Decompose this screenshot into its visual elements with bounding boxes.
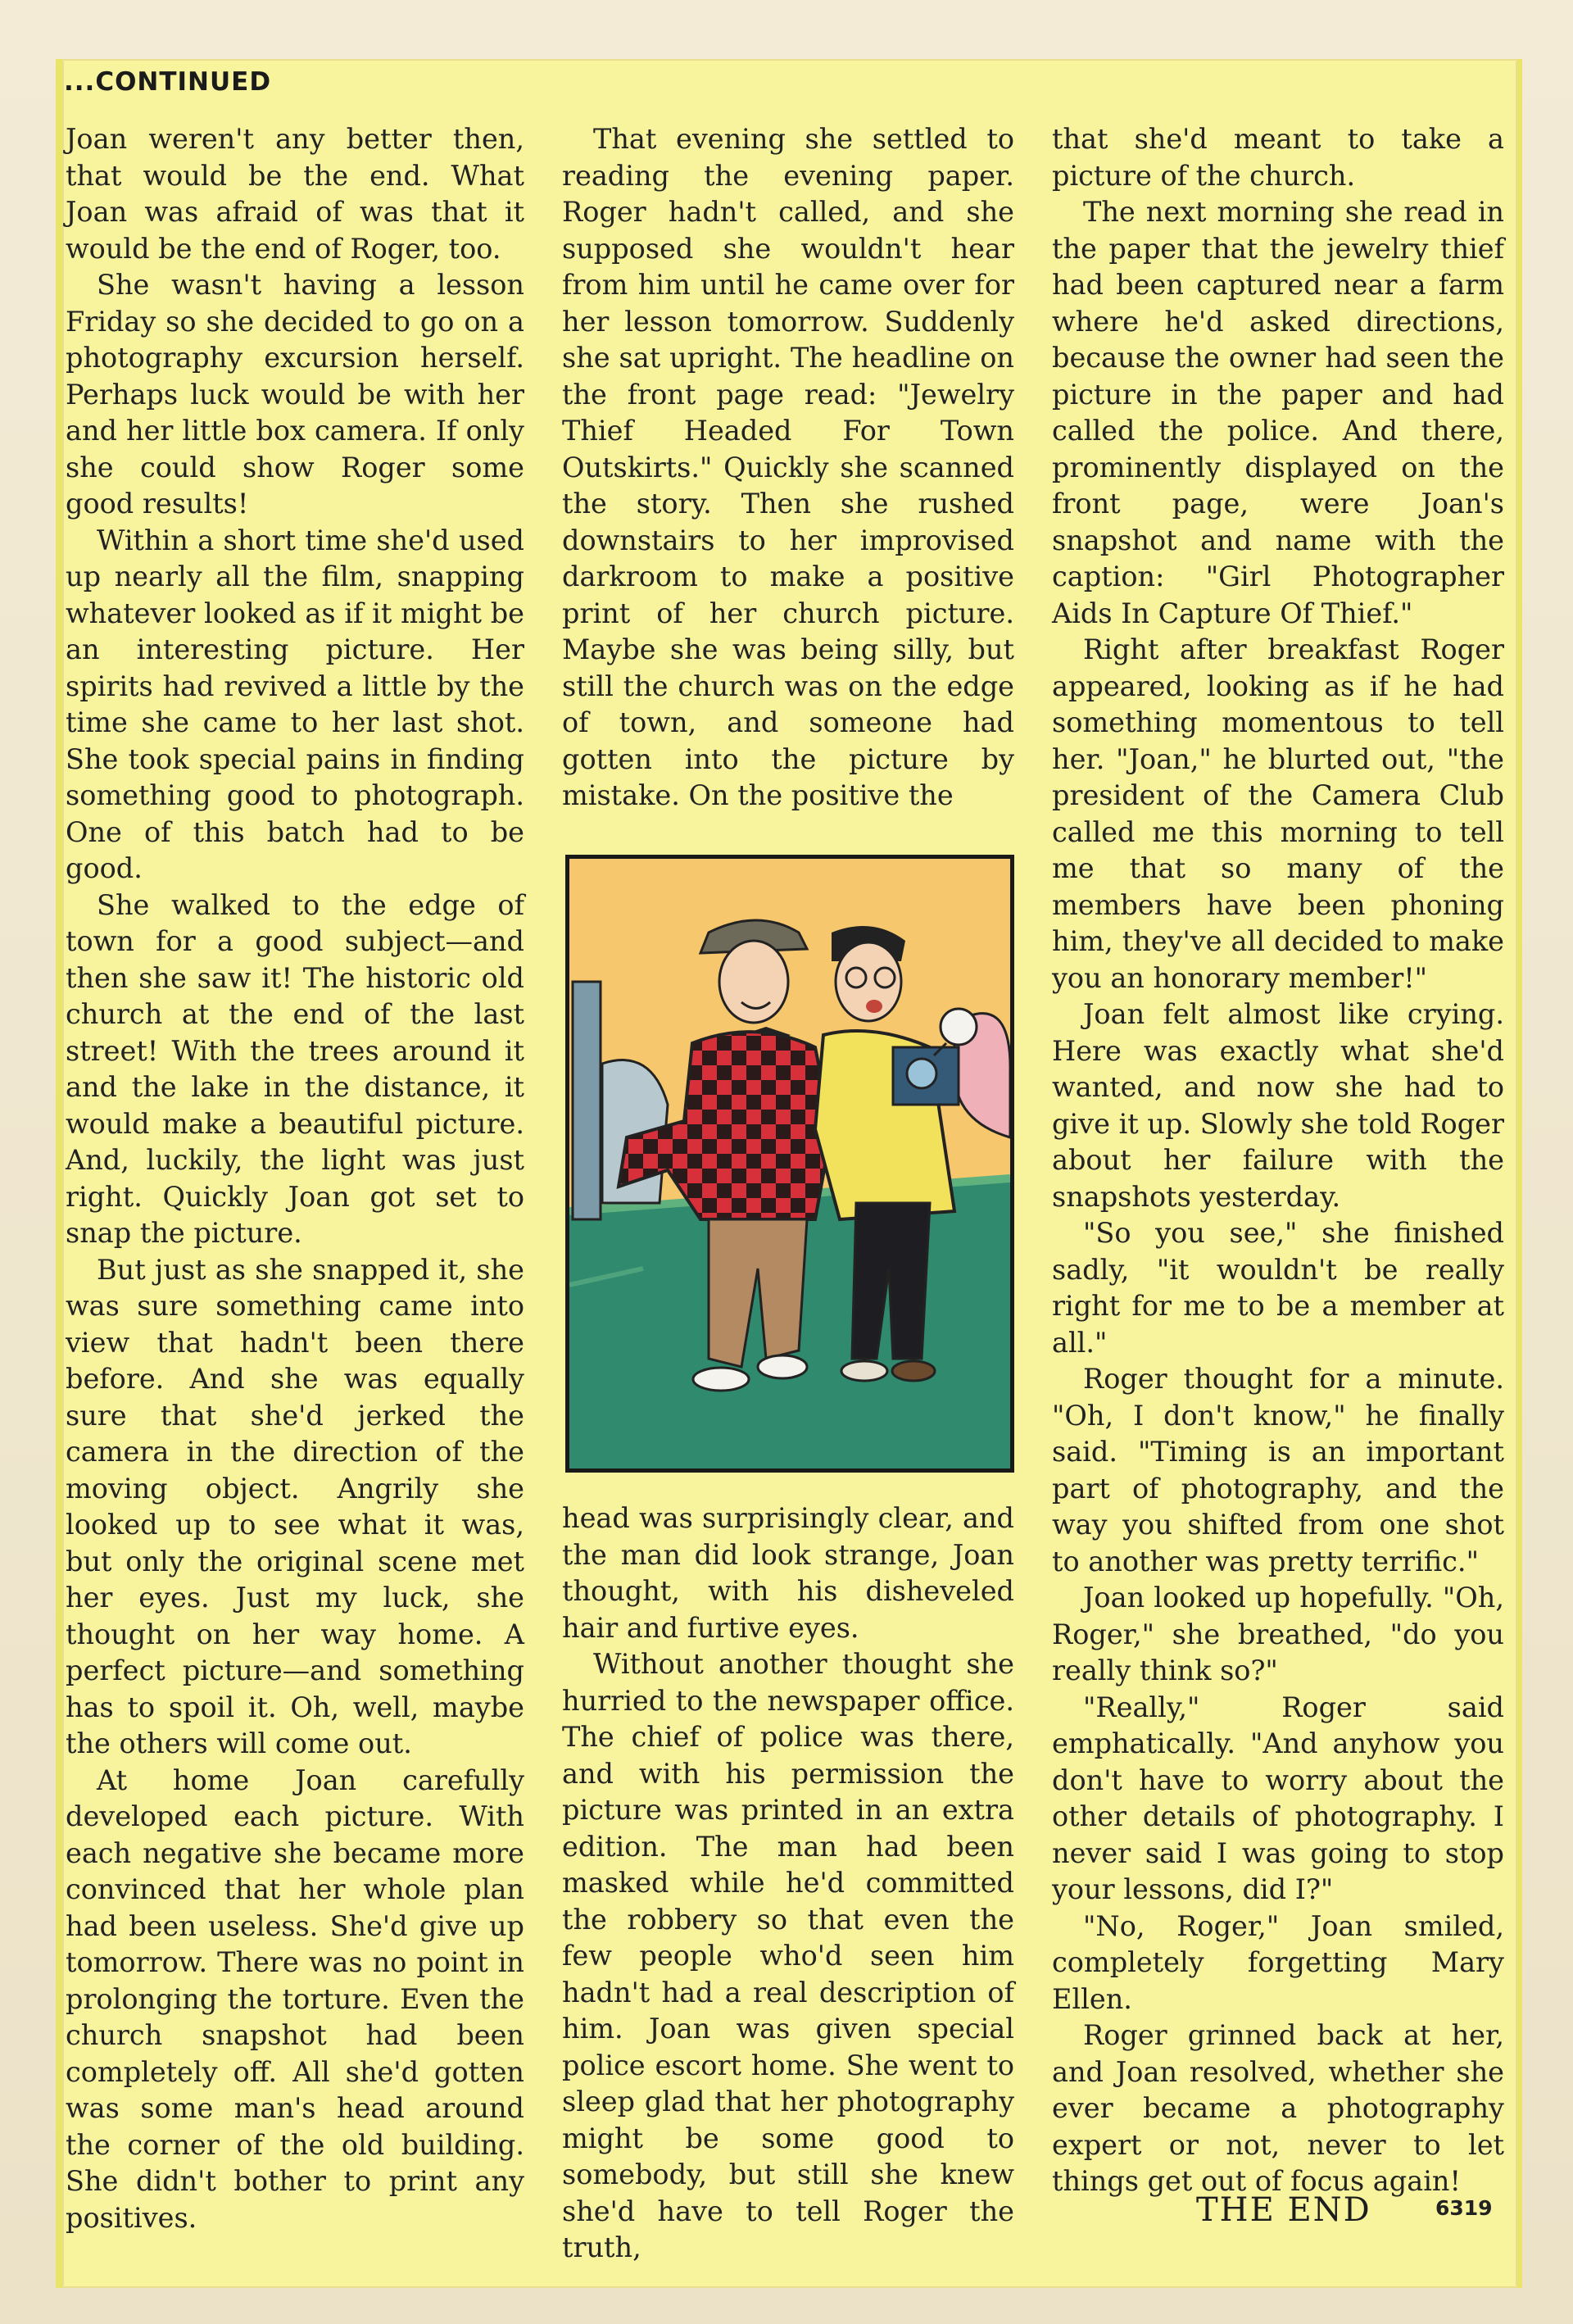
paragraph: Right after breakfast Roger appeared, looking as if he had something momentous to tell her. "Joan," he blurted out, "the president of the Camera Club called me this morning to tell me that so many of the members have been phoning him, they've all decided to make you an honorary member!" [1052,633,1504,994]
paragraph: At home Joan carefully developed each picture. With each negative she became more convinced that her whole plan had been useless. She'd give up tomorrow. There was no point in prolonging the torture. Even the church snapshot had been completely off. All she'd gotten was some man's head around the corner of the old building. She didn't bother to print any positives. [66,1763,524,2234]
paragraph: "Really," Roger said emphatically. "And anyhow you don't have to worry about the other details of photography. I never said I was going to stop your lessons, did I?" [1052,1691,1504,1905]
paragraph: Within a short time she'd used up nearly all the film, snapping whatever looked as if it might be an interesting picture. Her spirits had revived a little by the time she came to her last shot. She took special pains in finding something good to photograph. One of this batch had to be good. [66,524,524,884]
paragraph: Joan felt almost like crying. Here was exactly what she'd wanted, and now she had to give it up. Slowly she told Roger about her failure with the snapshots yesterday. [1052,998,1504,1213]
paragraph: That evening she settled to reading the evening paper. Roger hadn't called, and she supposed she wouldn't hear from him until he came over for her lesson tomorrow. Suddenly she sat upright. The headline on the front page read: "Jewelry Thief Headed For Town Outskirts." Quickly she scanned the story. Then she rushed downstairs to her improvised darkroom to make a positive print of her church picture. Maybe she was being silly, but still the church was on the edge of town, and someone had gotten into the picture by mistake. On the positive the [562,123,1014,811]
paragraph: Without another thought she hurried to the newspaper office. The chief of police was there, and with his permission the picture was printed in an extra edition. The man had been masked while he'd committed the robbery so that even the few people who'd seen him hadn't had a real description of him. Joan was given special police escort home. She went to sleep glad that her photography might be some good to somebody, but still she knew she'd have to tell Roger the truth, [562,1648,1014,2263]
paragraph: She wasn't having a lesson Friday so she decided to go on a photography excursion herself. Perhaps luck would be with her and her little box camera. If only she could show Roger some good results! [66,269,524,520]
paragraph: Joan weren't any better then, that would be the end. What Joan was afraid of was that it would be the end of Roger, too. [66,123,524,265]
text-column-1 [66,121,524,2236]
text-column-2-top [562,121,1014,815]
continued-header: ...CONTINUED [64,67,272,97]
text-column-3 [1052,121,1504,2200]
paragraph: "No, Roger," Joan smiled, completely forgetting Mary Ellen. [1052,1909,1504,2015]
paragraph: She walked to the edge of town for a good subject—and then she saw it! The historic old church at the end of the last street! With the trees around it and the lake in the distance, it would make a beautiful picture. And, luckily, the light was just right. Quickly Joan got set to snap the picture. [66,888,524,1249]
paragraph: Roger thought for a minute. "Oh, I don't know," he finally said. "Timing is an important part of photography, and the way you shifted from one shot to another was pretty terrific." [1052,1363,1504,1577]
the-end-label: THE END [1196,2191,1371,2229]
page-code: 6319 [1435,2196,1493,2220]
comic-panel-two-men-camera-icon [569,859,1010,1468]
text-column-2-bottom [562,1500,1014,2267]
paragraph: But just as she snapped it, she was sure something came into view that hadn't been there before. And she was equally sure that she'd jerked the camera in the direction of the moving object. Angrily she looked up to see what it was, but only the original scene met her eyes. Just my luck, she thought on her way home. A perfect picture—and something has to spoil it. Oh, well, maybe the others will come out. [66,1253,524,1759]
paragraph: Roger grinned back at her, and Joan resolved, whether she ever became a photography expert or not, never to let things get out of focus again! [1052,2019,1504,2197]
paragraph: head was surprisingly clear, and the man did look strange, Joan thought, with his disheveled hair and furtive eyes. [562,1502,1014,1644]
comic-illustration [565,855,1014,1473]
paragraph: "So you see," she finished sadly, "it wouldn't be really right for me to be a member at all." [1052,1217,1504,1359]
paragraph: Joan looked up hopefully. "Oh, Roger," she breathed, "do you really think so?" [1052,1582,1504,1686]
paragraph: The next morning she read in the paper that the jewelry thief had been captured near a farm where he'd asked directions, because the owner had seen the picture in the paper and had called the police. And there, prominently displayed on the front page, were Joan's snapshot and name with the caption: "Girl Photographer Aids In Capture Of Thief." [1052,196,1504,629]
paragraph: that she'd meant to take a picture of the church. [1052,123,1504,192]
